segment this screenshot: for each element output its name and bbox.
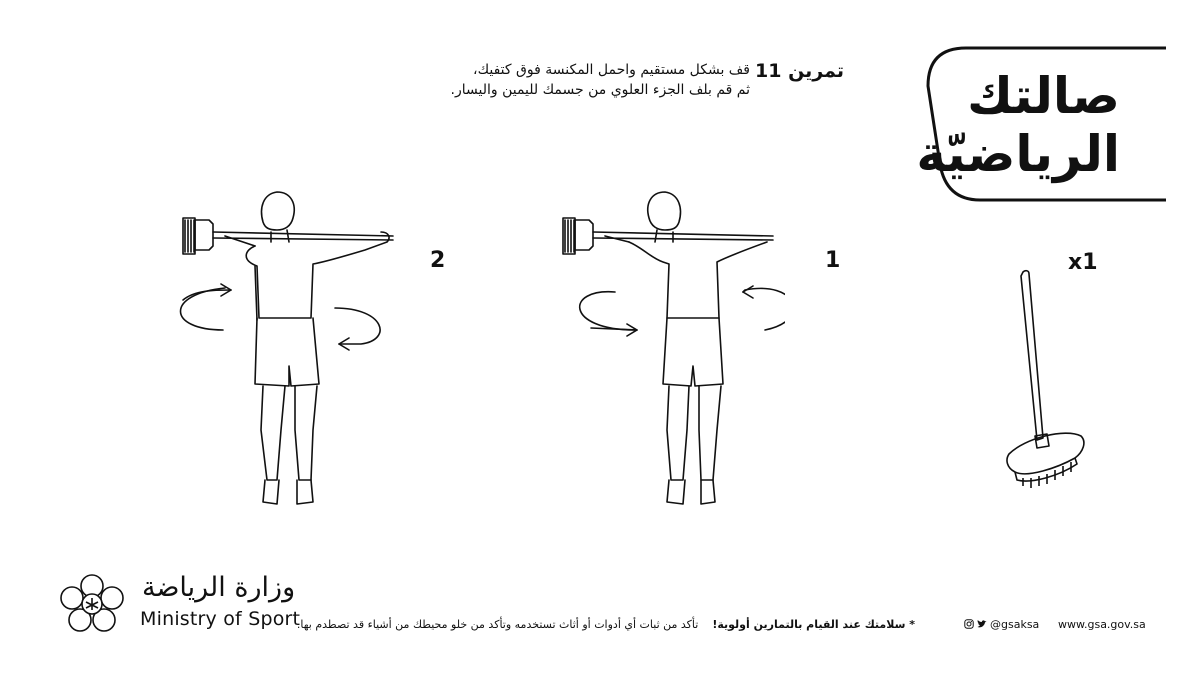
ministry-name-arabic: وزارة الرياضة — [142, 572, 296, 603]
broom-head-icon — [563, 218, 593, 254]
instruction-line-2: ثم قم بلف الجزء العلوي من جسمك لليمين واليسار. — [450, 82, 750, 98]
exercise-label: تمرين 11 — [755, 60, 844, 82]
exercise-figure-step-1 — [545, 180, 785, 510]
step-number-1: 1 — [825, 248, 841, 273]
exercise-figure-step-2 — [165, 180, 405, 510]
exercise-instructions — [420, 60, 750, 100]
equipment-count: x1 — [1068, 250, 1098, 275]
title-box — [918, 46, 1168, 204]
safety-note-bold: * سلامتك عند القيام بالتمارين أولوية! — [712, 618, 915, 631]
instruction-line-1: قف بشكل مستقيم واحمل المكنسة فوق كتفيك، — [473, 62, 750, 78]
twitter-icon[interactable] — [977, 619, 987, 629]
broom-head-icon — [183, 218, 213, 254]
social-handle[interactable]: @gsaksa — [990, 618, 1040, 631]
social-links[interactable] — [964, 618, 1039, 631]
step-number-2: 2 — [430, 248, 446, 273]
ministry-name-english: Ministry of Sport — [140, 608, 301, 630]
title-line-1: صالتك — [967, 67, 1120, 125]
safety-note-text: تأكد من ثبات أي أدوات أو أثاث تستخدمه وتأكد من خلو محيطك من أشياء قد تصطدم بها. — [296, 618, 699, 631]
title-line-2: الرياضيّة — [916, 125, 1120, 183]
website-link[interactable]: www.gsa.gov.sa — [1058, 618, 1146, 631]
instagram-icon[interactable] — [964, 619, 974, 629]
broom-icon — [995, 268, 1095, 498]
ministry-emblem-icon — [52, 568, 132, 638]
ministry-logo — [52, 568, 301, 638]
safety-note — [296, 618, 915, 631]
